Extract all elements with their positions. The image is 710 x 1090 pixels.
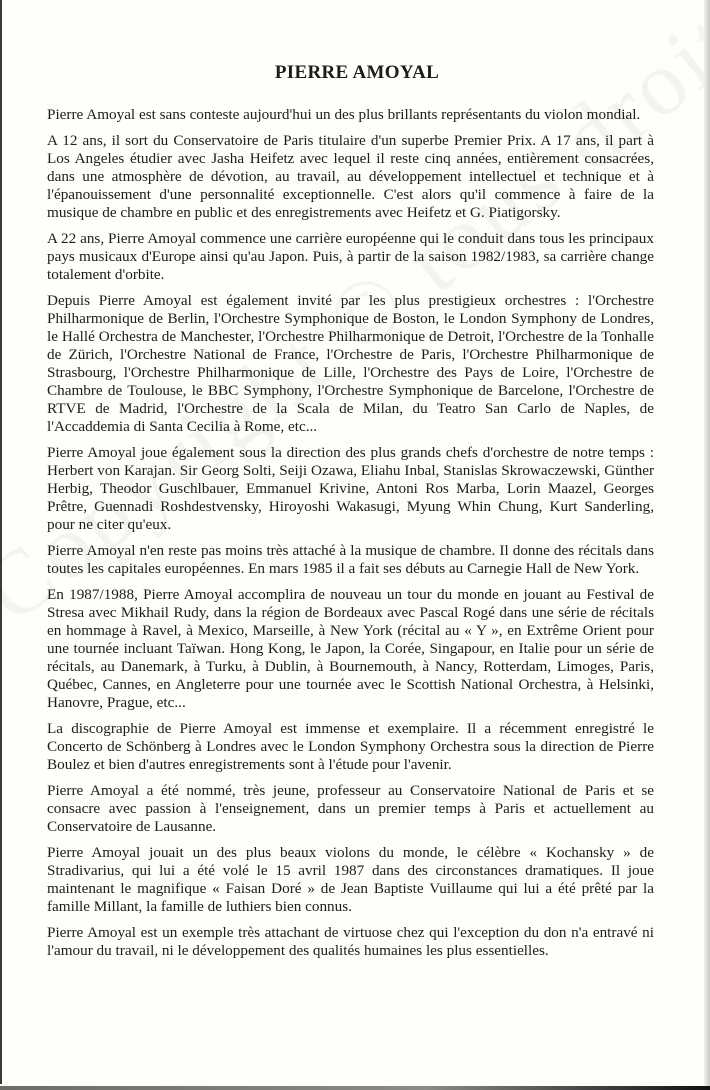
biography-body bbox=[47, 106, 654, 968]
paragraph-intro: Pierre Amoyal est sans conteste aujourd'hui un des plus brillants représentants du violon mondial. bbox=[47, 106, 641, 123]
paragraph-conclusion: Pierre Amoyal est un exemple très attachant de virtuose chez qui l'exception du don n'a entravé ni l'amour du travail, ni le développement des qualités humaines les plus essentielles. bbox=[47, 924, 654, 959]
paragraph-conductors: Pierre Amoyal joue également sous la direction des plus grands chefs d'orchestre de notre temps : Herbert von Karajan. Sir Georg Solti, Seiji Ozawa, Eliahu Inbal, Stanislas Skrowaczewski, Günther Herbig, Theodor Guschlbauer, Emmanuel Krivine, Antoni Ros Marba, Lorin Maazel, Georges Prêtre, Guennadi Roshdestvensky, Hiroyoshi Wakasugi, Myung Whin Chung, Kurt Sanderling, pour ne citer qu'eux. bbox=[47, 444, 654, 533]
paragraph-violins: Pierre Amoyal jouait un des plus beaux violons du monde, le célèbre « Kochansky » de Stradivarius, qui lui a été volé le 15 avril 1987 dans des circonstances dramatiques. Il joue maintenant le magnifique « Faisan Doré » de Jean Baptiste Vuillaume qui lui a été prêté par la famille Millant, la famille de luthiers bien connus. bbox=[47, 844, 654, 915]
page-right-edge-shadow bbox=[704, 0, 710, 1090]
page-bottom-edge-shadow bbox=[0, 1086, 710, 1090]
paragraph-discography: La discographie de Pierre Amoyal est immense et exemplaire. Il a récemment enregistré le Concerto de Schönberg à Londres avec le London Symphony Orchestra sous la direction de Pierre Boulez et bien d'autres enregistrements sont à l'étude pour l'avenir. bbox=[47, 720, 654, 773]
paragraph-early-training: A 12 ans, il sort du Conservatoire de Paris titulaire d'un superbe Premier Prix. A 17 ans, il part à Los Angeles étudier avec Jasha Heifetz avec lequel il reste cinq années, entièrement consacrées, dans une atmosphère de dévotion, au travail, au développement intellectuel et technique et à l'épanouissement d'une personnalité exceptionnelle. C'est alors qu'il commence à faire de la musique de chambre en public et des enregistrements avec Heifetz et G. Piatigorsky. bbox=[47, 132, 654, 221]
page-title: PIERRE AMOYAL bbox=[274, 62, 440, 83]
paragraph-world-tour: En 1987/1988, Pierre Amoyal accomplira de nouveau un tour du monde en jouant au Festival de Stresa avec Mikhail Rudy, dans la région de Bordeaux avec Pascal Rogé dans une série de récitals en hommage à Ravel, à Mexico, Marseille, à New York (récital au « Y », en Extrême Orient pour une tournée incluant Taïwan. Hong Kong, le Japon, la Corée, Singapour, en Italie pour un série de récitals, au Danemark, à Turku, à Dublin, à Bournemouth, à Nancy, Rotterdam, Limoges, Paris, Québec, Cannes, en Angleterre pour une tournée avec le Scottish National Orchestra, à Helsinki, Hanovre, Prague, etc... bbox=[47, 586, 654, 711]
paragraph-orchestras: Depuis Pierre Amoyal est également invité par les plus prestigieux orchestres : l'Orchestre Philharmonique de Berlin, l'Orchestre Symphonique de Boston, le London Symphony de Londres, le Hallé Orchestra de Manchester, l'Orchestre Philharmonique de Detroit, l'Orchestre de la Tonhalle de Zürich, l'Orchestre National de France, l'Orchestre de Paris, l'Orchestre Philharmonique de Strasbourg, l'Orchestre Philharmonique de Lille, l'Orchestre des Pays de Loire, l'Orchestre de Chambre de Toulouse, le BBC Symphony, l'Orchestre Symphonique de Barcelone, l'Orchestre de RTVE de Madrid, l'Orchestre de la Scala de Milan, du Teatro San Carlo de Naples, de l'Accaddemia di Santa Cecilia à Rome, etc... bbox=[47, 292, 654, 435]
paragraph-european-career: A 22 ans, Pierre Amoyal commence une carrière européenne qui le conduit dans tous les principaux pays musicaux d'Europe ainsi qu'au Japon. Puis, à partir de la saison 1982/1983, sa carrière change totalement d'orbite. bbox=[47, 230, 654, 283]
paragraph-chamber-music: Pierre Amoyal n'en reste pas moins très attaché à la musique de chambre. Il donne des récitals dans toutes les capitales européennes. En mars 1985 il a fait ses débuts au Carnegie Hall de New York. bbox=[47, 542, 654, 577]
paragraph-teaching: Pierre Amoyal a été nommé, très jeune, professeur au Conservatoire National de Paris et se consacre avec passion à l'enseignement, dans un premier temps à Paris et actuellement au Conservatoire de Lausanne. bbox=[47, 782, 654, 835]
